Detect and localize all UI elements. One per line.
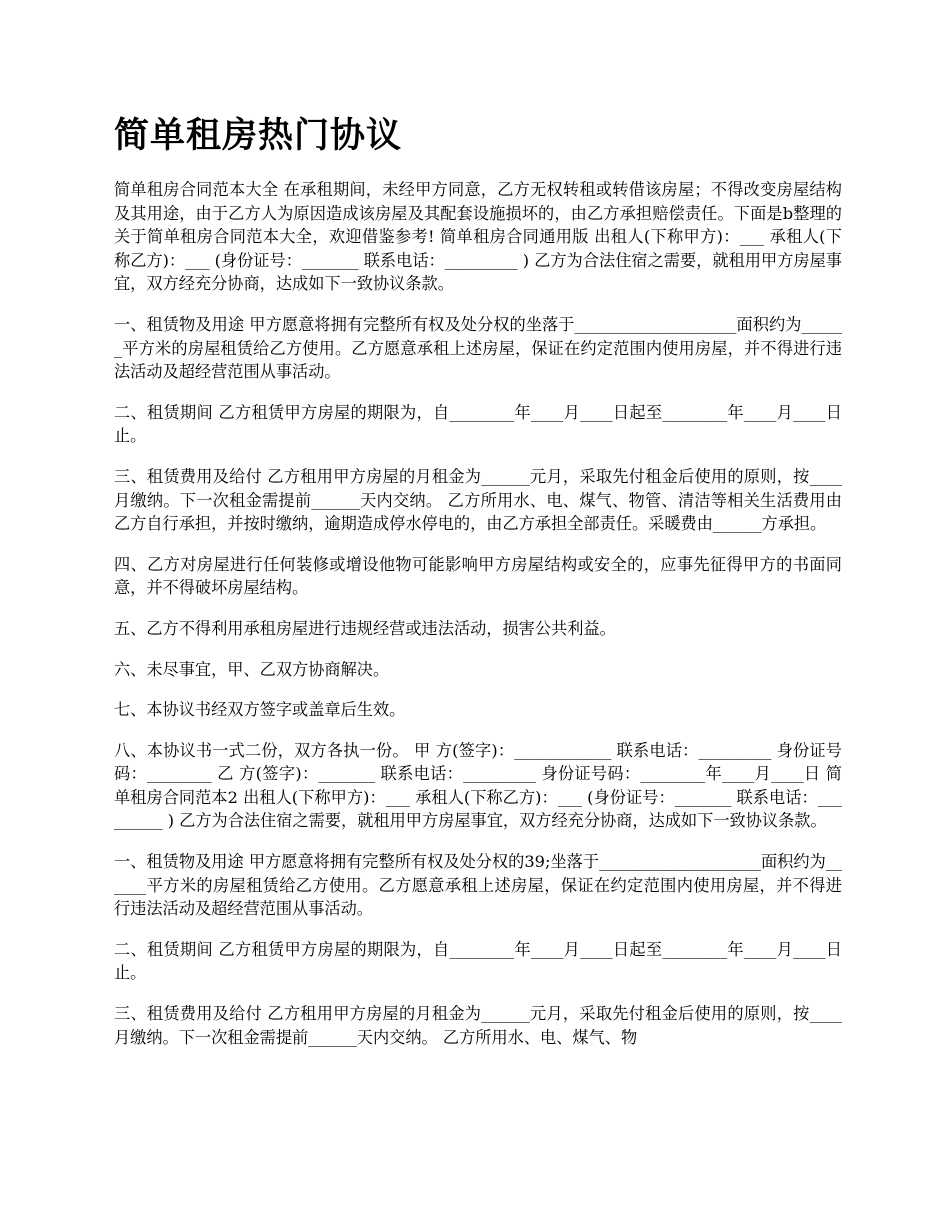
paragraph-clause-7: 七、本协议书经双方签字或盖章后生效。 xyxy=(114,700,406,720)
paragraph-clause-3-repeat: 三、租赁费用及给付 乙方租用甲方房屋的月租金为______元月，采取先付租金后使用的原则，按____月缴纳。下一次租金需提前______天内交纳。 乙方所用水、电、煤气、物 xyxy=(114,1004,842,1047)
paragraph-clause-5: 五、乙方不得利用承租房屋进行违规经营或违法活动，损害公共利益。 xyxy=(114,618,616,638)
paragraph-clause-3: 三、租赁费用及给付 乙方租用甲方房屋的月租金为______元月，采取先付租金后使用的原则，按____月缴纳。下一次租金需提前______天内交纳。 乙方所用水、电、煤气、物管、清洁等相关生活费用由乙方自行承担，并按时缴纳，逾期造成停水停电的，由乙方承担全部责任。采暖费由______方承担。 xyxy=(114,466,842,534)
document-title: 简单租房热门协议 xyxy=(114,115,403,156)
paragraph-clause-8: 八、本协议书一式二份，双方各执一份。 甲 方(签字)：____________ 联系电话：_________ 身份证号码：________ 乙 方(签字)：_______ 联系电话：_________ 身份证号码：________年____月____日 简单租房合同范本2 出租人(下称甲方)：___ 承租人(下称乙方)：___ (身份证号：_______ 联系电话：_________ ) 乙方为合法住宿之需要，就租用甲方房屋事宜，双方经充分协商，达成如下一致协议条款。 xyxy=(114,740,842,831)
paragraph-clause-2: 二、租赁期间 乙方租赁甲方房屋的期限为，自________年____月____日起至________年____月____日止。 xyxy=(114,402,842,446)
paragraph-clause-1-repeat: 一、租赁物及用途 甲方愿意将拥有完整所有权及处分权的39;坐落于____________________面积约为______平方米的房屋租赁给乙方使用。乙方愿意承租上述房屋，保证在约定范围内使用房屋，并不得进行违法活动及超经营范围从事活动。 xyxy=(114,852,842,919)
paragraph-clause-1: 一、租赁物及用途 甲方愿意将拥有完整所有权及处分权的坐落于____________________面积约为______平方米的房屋租赁给乙方使用。乙方愿意承租上述房屋，保证在约定范围内使用房屋，并不得进行违法活动及超经营范围从事活动。 xyxy=(114,314,842,382)
paragraph-clause-2-repeat: 二、租赁期间 乙方租赁甲方房屋的期限为，自________年____月____日起至________年____月____日止。 xyxy=(114,939,842,983)
paragraph-clause-4: 四、乙方对房屋进行任何装修或增设他物可能影响甲方房屋结构或安全的，应事先征得甲方的书面同意，并不得破坏房屋结构。 xyxy=(114,554,842,598)
document-body xyxy=(114,178,842,1066)
paragraph-intro: 简单租房合同范本大全 在承租期间，未经甲方同意，乙方无权转租或转借该房屋；不得改变房屋结构及其用途，由于乙方人为原因造成该房屋及其配套设施损坏的，由乙方承担赔偿责任。下面是b整理的关于简单租房合同范本大全，欢迎借鉴参考! 简单租房合同通用版 出租人(下称甲方)：___ 承租人(下称乙方)：___ (身份证号：_______ 联系电话：_________ ) 乙方为合法住宿之需要，就租用甲方房屋事宜，双方经充分协商，达成如下一致协议条款。 xyxy=(114,180,842,294)
paragraph-clause-6: 六、未尽事宜，甲、乙双方协商解决。 xyxy=(114,659,390,679)
